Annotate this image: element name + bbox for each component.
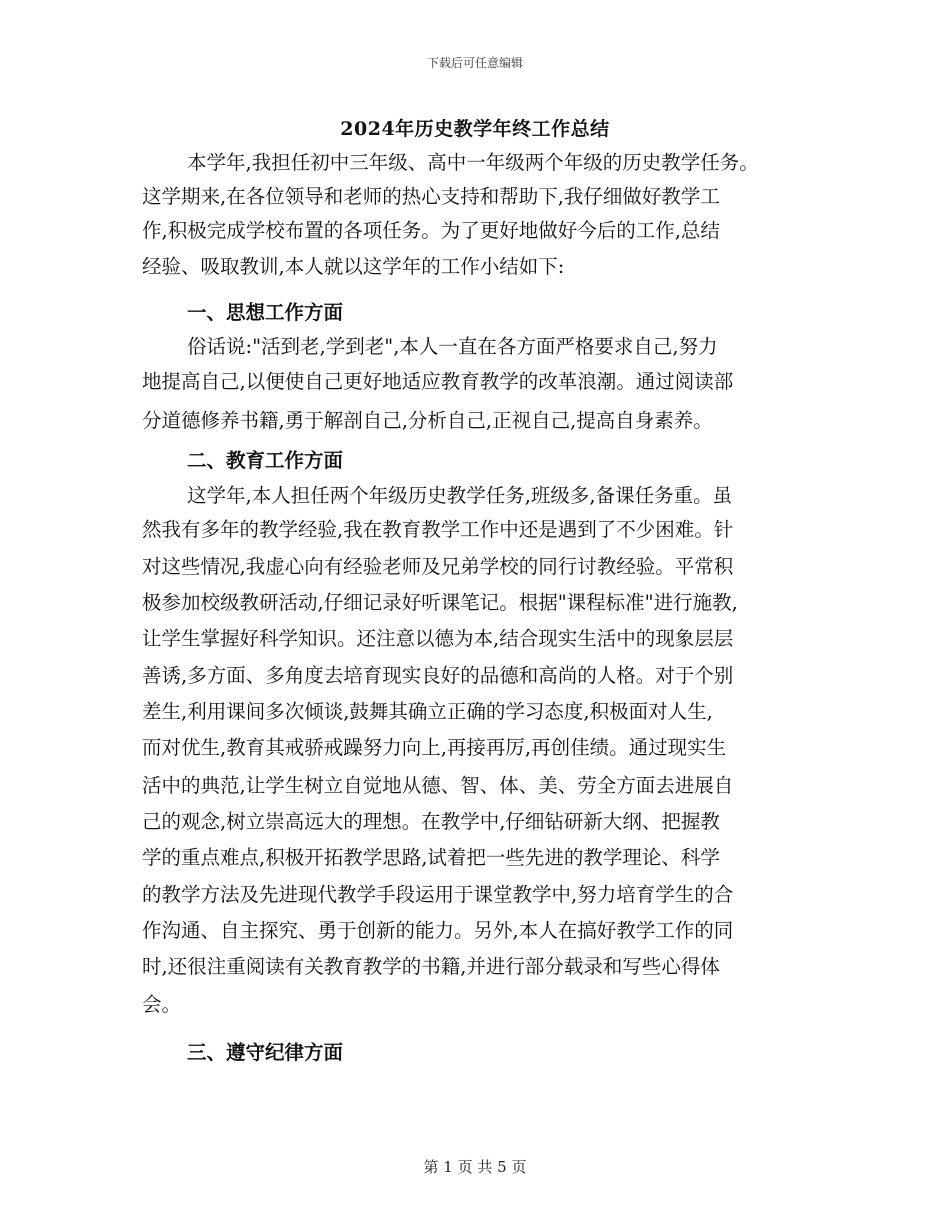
document-title: 2024年历史教学年终工作总结: [340, 118, 610, 140]
body-line: 俗话说:"活到老,学到老",本人一直在各方面严格要求自己,努力: [187, 335, 718, 358]
section-heading: 二、教育工作方面: [187, 449, 344, 472]
body-line: 地提高自己,以便使自己更好地适应教育教学的改革浪潮。通过阅读部: [142, 370, 734, 393]
body-line: 然我有多年的教学经验,我在教育教学工作中还是遇到了不少困难。针: [142, 518, 734, 541]
body-line: 学的重点难点,积极开拓教学思路,试着把一些先进的教学理论、科学: [142, 846, 720, 869]
body-line: 差生,利用课间多次倾谈,鼓舞其确立正确的学习态度,积极面对人生,: [142, 700, 713, 723]
body-line: 己的观念,树立崇高远大的理想。在教学中,仔细钻研新大纲、把握教: [142, 810, 720, 833]
body-line: 这学年,本人担任两个年级历史教学任务,班级多,备课任务重。虽: [187, 484, 733, 507]
body-line: 而对优生,教育其戒骄戒躁努力向上,再接再厉,再创佳绩。通过现实生: [142, 736, 727, 759]
body-line: 会。: [142, 993, 182, 1016]
header-note: 下载后可任意编辑: [426, 56, 523, 70]
section-heading: 三、遵守纪律方面: [187, 1041, 344, 1064]
body-line: 善诱,多方面、多角度去培育现实良好的品德和高尚的人格。对于个别: [142, 664, 734, 687]
body-line: 对这些情况,我虚心向有经验老师及兄弟学校的同行讨教经验。平常积: [142, 555, 734, 578]
body-line: 让学生掌握好科学知识。还注意以德为本,结合现实生活中的现象层层: [142, 627, 734, 650]
body-line: 本学年,我担任初中三年级、高中一年级两个年级的历史教学任务。: [187, 151, 759, 174]
body-line: 活中的典范,让学生树立自觉地从德、智、体、美、劳全方面去进展自: [142, 774, 734, 797]
body-line: 作,积极完成学校布置的各项任务。为了更好地做好今后的工作,总结: [142, 219, 720, 242]
section-heading: 一、思想工作方面: [187, 301, 344, 324]
page-footer: 第 1 页 共 5 页: [423, 1158, 527, 1176]
body-line: 的教学方法及先进现代教学手段运用于课堂教学中,努力培育学生的合: [142, 883, 734, 906]
body-line: 经验、吸取教训,本人就以这学年的工作小结如下:: [142, 255, 565, 278]
body-line: 分道德修养书籍,勇于解剖自己,分析自己,正视自己,提高自身素养。: [142, 409, 713, 432]
body-line: 作沟通、自主探究、勇于创新的能力。另外,本人在搞好教学工作的同: [142, 919, 734, 942]
body-line: 这学期来,在各位领导和老师的热心支持和帮助下,我仔细做好教学工: [142, 185, 720, 208]
body-line: 极参加校级教研活动,仔细记录好听课笔记。根据"课程标准"进行施教,: [142, 591, 738, 614]
body-line: 时,还很注重阅读有关教育教学的书籍,并进行部分载录和写些心得体: [142, 955, 720, 978]
